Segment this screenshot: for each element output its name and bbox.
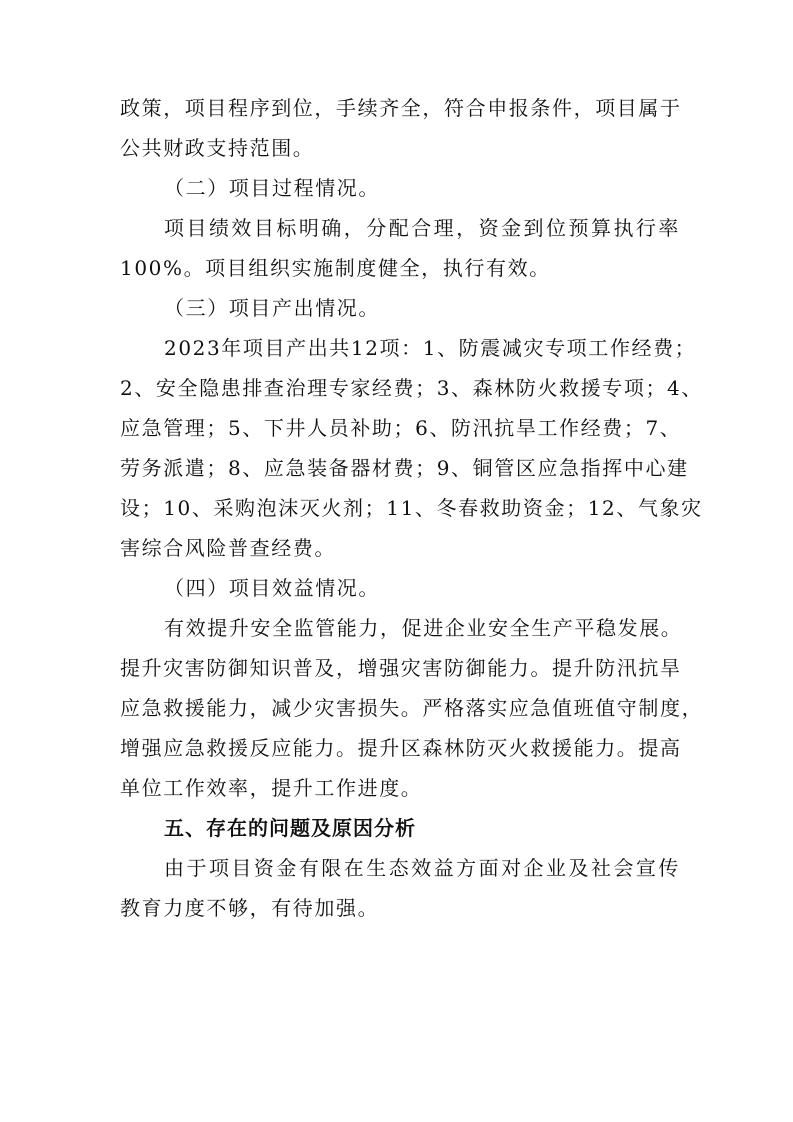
paragraph-line: 由于项目资金有限在生态效益方面对企业及社会宣传 [164, 856, 680, 880]
section-subheading: （四）项目效益情况。 [164, 576, 380, 600]
paragraph-line: 有效提升安全监管能力，促进企业安全生产平稳发展。 [164, 616, 683, 640]
paragraph-line: 政策，项目程序到位，手续齐全，符合申报条件，项目属于 [120, 96, 682, 120]
document-body [120, 88, 704, 928]
paragraph-line: 提升灾害防御知识普及，增强灾害防御能力。提升防汛抗旱 [120, 656, 682, 680]
paragraph-line: 项目绩效目标明确，分配合理，资金到位预算执行率 [164, 216, 680, 240]
paragraph-line: 教育力度不够，有待加强。 [120, 896, 380, 920]
paragraph-line: 害综合风险普查经费。 [120, 536, 336, 560]
paragraph-line: 应急救援能力，减少灾害损失。严格落实应急值班值守制度， [120, 696, 704, 720]
paragraph-line: 单位工作效率，提升工作进度。 [120, 776, 423, 800]
paragraph-line: 应急管理；5、下井人员补助；6、防汛抗旱工作经费；7、 [120, 416, 682, 440]
paragraph-line: 设；10、采购泡沫灭火剂；11、冬春救助资金；12、气象灾 [120, 496, 703, 520]
paragraph-line: 公共财政支持范围。 [120, 136, 315, 160]
section-heading: 五、存在的问题及原因分析 [164, 816, 416, 840]
paragraph-line: 100%。项目组织实施制度健全，执行有效。 [120, 256, 551, 280]
section-subheading: （三）项目产出情况。 [164, 296, 380, 320]
paragraph-line: 劳务派遣；8、应急装备器材费；9、铜管区应急指挥中心建 [120, 456, 689, 480]
section-subheading: （二）项目过程情况。 [164, 176, 380, 200]
paragraph-line: 2023年项目产出共12项：1、防震减灾专项工作经费； [164, 336, 697, 360]
paragraph-line: 2、安全隐患排查治理专家经费；3、森林防火救援专项；4、 [120, 376, 703, 400]
paragraph-line: 增强应急救援反应能力。提升区森林防灭火救援能力。提高 [120, 736, 682, 760]
